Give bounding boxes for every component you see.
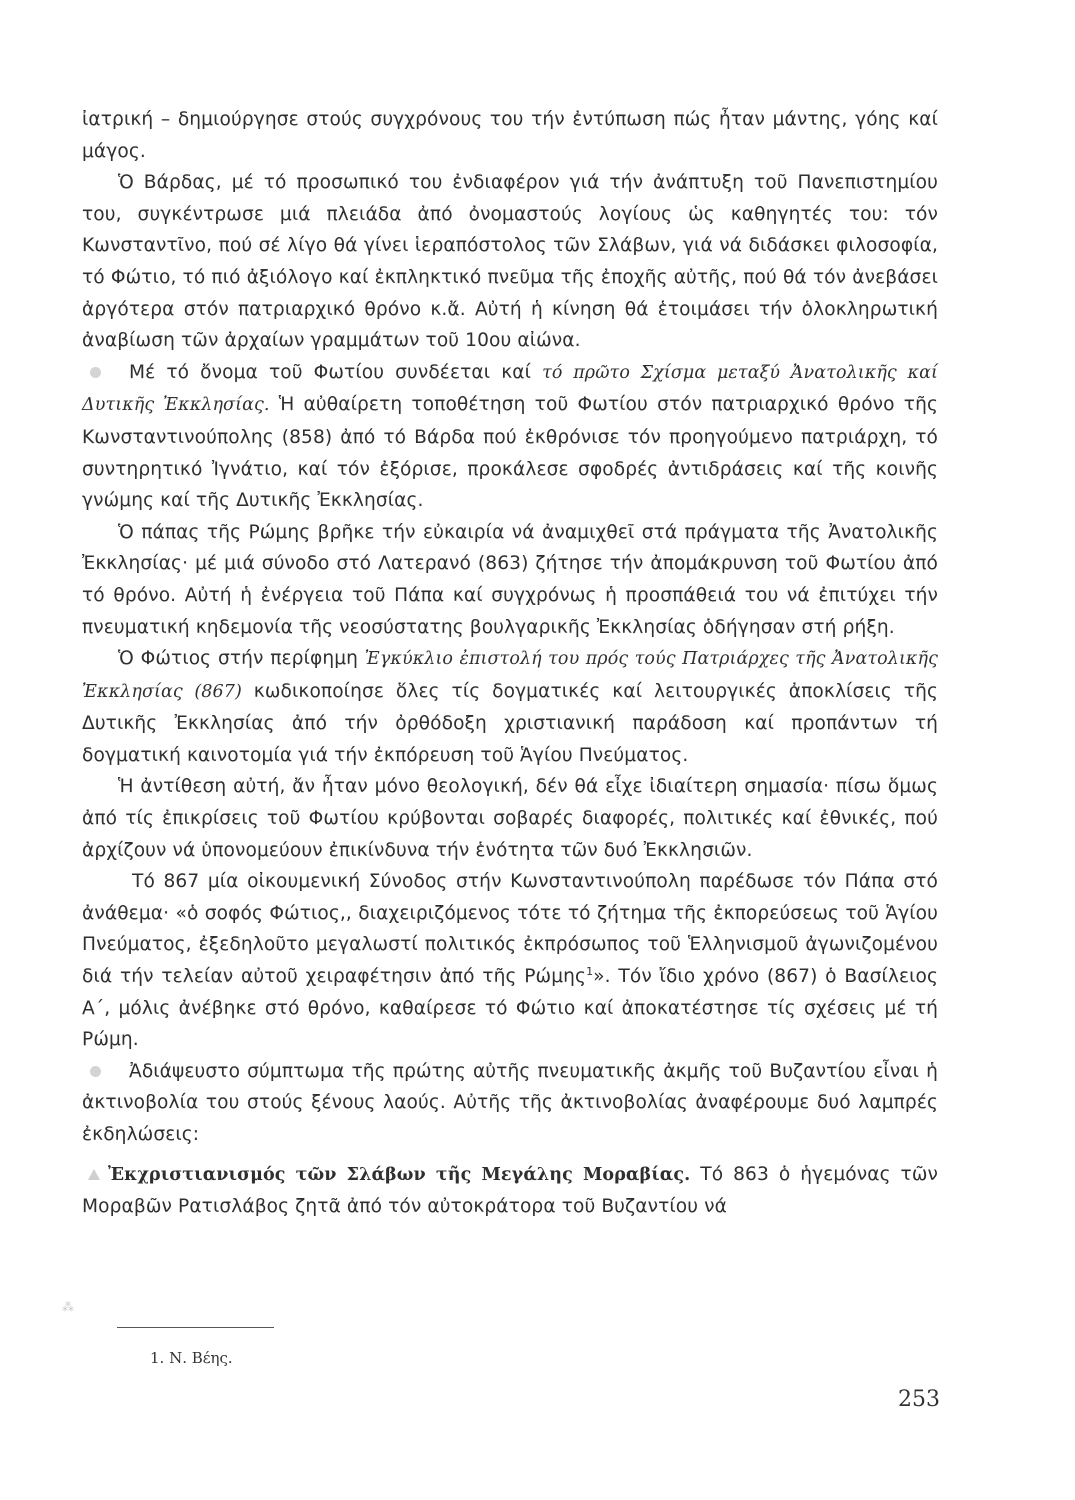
paragraph-8 [82, 1056, 938, 1151]
margin-bullet-icon [90, 1066, 101, 1077]
paragraph-6: Ἡ ἀντίθεση αὐτή, ἄν ἦταν μόνο θεολογική, δέν θά εἶχε ἰδιαίτερη σημασία· πίσω ὅμως ἀπό τίς ἐπικρίσεις τοῦ Φωτίου κρύβονται σοβαρές διαφορές, πολιτικές καί ἐθνικές, πού ἀρχίζουν νά ὑπονομεύουν ἐπικίνδυνα τήν ἑνότητα τῶν δυό Ἐκκλησιῶν. [82, 776, 938, 861]
moravia-heading: Ἐκχριστιανισμός τῶν Σλάβων τῆς Μεγάλης Μοραβίας. [108, 1164, 691, 1185]
scan-speck-icon: ⁂ [62, 1300, 74, 1314]
paragraph-5-start: Ὁ Φώτιος στήν περίφημη [118, 648, 365, 670]
paragraph-7 [82, 866, 938, 1056]
paragraph-5-end: κωδικοποίησε ὅλες τίς δογματικές καί λειτουργικές ἀποκλίσεις τῆς Δυτικῆς Ἐκκλησίας ἀπό τήν ὀρθόδοξη χριστιανική παράδοση καί προπάντων τή δογματική καινοτομία γιά τήν ἐκπόρευση τοῦ Ἁγίου Πνεύματος. [82, 680, 938, 766]
paragraph-8-text: Ἀδιάψευστο σύμπτωμα τῆς πρώτης αὐτῆς πνευματικῆς ἀκμῆς τοῦ Βυζαντίου εἶναι ἡ ἀκτινοβολία του στούς ξένους λαούς. Αὐτῆς τῆς ἀκτινοβολίας ἀναφέρουμε δυό λαμπρές ἐκδηλώσεις: [82, 1060, 938, 1145]
paragraph-4: Ὁ πάπας τῆς Ρώμης βρῆκε τήν εὐκαιρία νά ἀναμιχθεῖ στά πράγματα τῆς Ἀνατολικῆς Ἐκκλησίας· μέ μιά σύνοδο στό Λατερανό (863) ζήτησε τήν ἀπομάκρυνση τοῦ Φωτίου ἀπό τό θρόνο. Αὐτή ἡ ἐνέργεια τοῦ Πάπα καί συγχρόνως ἡ προσπάθειά του νά ἐπιτύχει τήν πνευματική κηδεμονία τῆς νεοσύστατης βουλγαρικῆς Ἐκκλησίας ὁδήγησαν στή ρήξη. [82, 521, 938, 638]
margin-bullet-icon [90, 367, 101, 378]
paragraph-7-start: Τό 867 μία οἰκουμενική Σύνοδος στήν Κωνσταντινούπολη παρέδωσε τόν Πάπα στό ἀνάθεμα· «ὁ σοφός Φώτιος,, διαχειριζόμενος τότε τό ζήτημα τῆς ἐκπορεύσεως τοῦ Ἁγίου Πνεύματος, ἐξεδηλοῦτο μεγαλωστί πολιτικός ἐκπρόσωπος τοῦ Ἑλληνισμοῦ ἀγωνιζομένου διά τήν τελείαν αὐτοῦ χειραφέτησιν ἀπό τῆς Ρώμης [82, 871, 938, 988]
paragraph-7-end: ». Τόν ἴδιο χρόνο (867) ὁ Βασίλειος Α΄, μόλις ἀνέβηκε στό θρόνο, καθαίρεσε τό Φώτιο καί ἀποκατέστησε τίς σχέσεις μέ τή Ρώμη. [82, 966, 939, 1051]
paragraph-3 [82, 357, 938, 517]
paragraph-5 [82, 643, 938, 771]
paragraph-9-end: Τό 863 ὁ ἡγεμόνας τῶν Μοραβῶν Ρατισλάβος ζητᾶ ἀπό τόν αὐτοκράτορα τοῦ Βυζαντίου νά [82, 1163, 939, 1218]
paragraph-3-start: Μέ τό ὄνομα τοῦ Φωτίου συνδέεται καί [129, 361, 543, 383]
footnote: 1. Ν. Βέης. [150, 1349, 233, 1367]
encyclical-title: Ἐγκύκλιο ἐπιστολή του πρός τούς Πατριάρχες τῆς Ἀνατολικῆς Ἐκκλησίας (867) [82, 649, 938, 702]
paragraph-2: Ὁ Βάρδας, μέ τό προσωπικό του ἐνδιαφέρον γιά τήν ἀνάπτυξη τοῦ Πανεπιστημίου του, συγκέντρωσε μιά πλειάδα ἀπό ὀνομαστούς λογίους ὡς καθηγητές του: τόν Κωνσταντῖνο, πού σέ λίγο θά γίνει ἱεραπόστολος τῶν Σλάβων, γιά νά διδάσκει φιλοσοφία, τό Φώτιο, τό πιό ἀξιόλογο καί ἐκπληκτικό πνεῦμα τῆς ἐποχῆς αὐτῆς, πού θά τόν ἀνεβάσει ἀργότερα στόν πατριαρχικό θρόνο κ.ἄ. Αὐτή ἡ κίνηση θά ἑτοιμάσει τήν ὁλοκληρωτική ἀναβίωση τῶν ἀρχαίων γραμμάτων τοῦ 10ου αἰώνα. [82, 172, 938, 352]
footnote-ref: 1 [586, 964, 594, 978]
schism-title: τό πρῶτο Σχίσμα μεταξύ Ἀνατολικῆς καί Δυτικῆς Ἐκκλησίας. [82, 362, 938, 416]
margin-triangle-icon [88, 1169, 100, 1180]
paragraph-1: ἰατρική – δημιούργησε στούς συγχρόνους του τήν ἐντύπωση πώς ἦταν μάντης, γόης καί μάγος. [82, 109, 938, 162]
paragraph-9 [82, 1159, 938, 1223]
body-text [82, 104, 938, 1223]
page-number: 253 [898, 1387, 940, 1412]
footnote-divider [117, 1327, 274, 1328]
paragraph-3-end: Ἡ αὐθαίρετη τοποθέτηση τοῦ Φωτίου στόν πατριαρχικό θρόνο τῆς Κωνσταντινούπολης (858) ἀπό τό Βάρδα πού ἐκθρόνισε τόν προηγούμενο πατριάρχη, τό συντηρητικό Ἰγνάτιο, καί τόν ἐξόρισε, προκάλεσε σφοδρές ἀντιδράσεις καί τῆς κοινῆς γνώμης καί τῆς Δυτικῆς Ἐκκλησίας. [82, 394, 938, 512]
